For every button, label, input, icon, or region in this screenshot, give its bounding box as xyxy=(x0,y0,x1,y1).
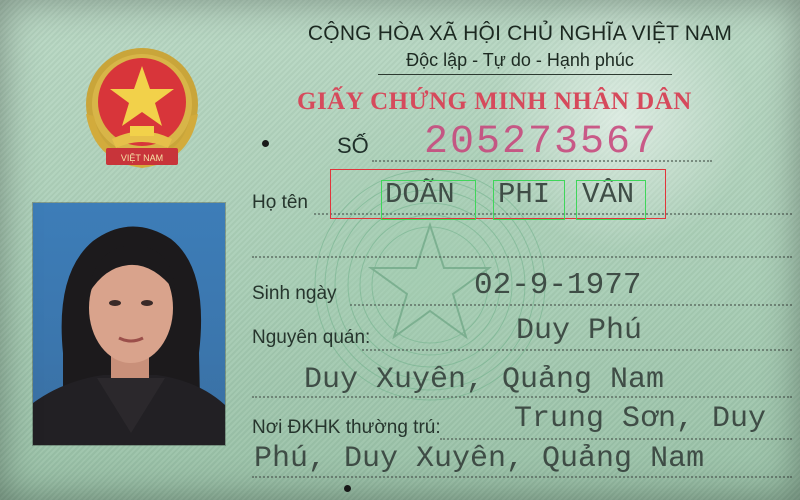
dob-value: 02-9-1977 xyxy=(474,268,642,303)
name-word-2: PHI xyxy=(498,178,551,211)
motto-underline xyxy=(378,74,672,75)
origin-label: Nguyên quán: xyxy=(252,327,371,348)
word-annotation-box xyxy=(381,180,476,220)
name-word-3: VÂN xyxy=(582,178,635,211)
word-annotation-box xyxy=(493,180,565,220)
residence-line-2: Phú, Duy Xuyên, Quảng Nam xyxy=(254,442,705,476)
name-word-1: DOÃN xyxy=(385,178,455,211)
origin-line-2: Duy Xuyên, Quảng Nam xyxy=(304,363,665,397)
card-title: GIẤY CHỨNG MINH NHÂN DÂN xyxy=(297,88,692,115)
blank-dotted-line xyxy=(252,256,792,258)
number-dotted-line xyxy=(372,160,712,162)
residence-dotted-line xyxy=(440,438,792,440)
motto: Độc lập - Tự do - Hạnh phúc xyxy=(406,50,634,70)
republic-heading: CỘNG HÒA XÃ HỘI CHỦ NGHĨA VIỆT NAM xyxy=(307,22,733,45)
portrait-icon xyxy=(33,203,225,445)
name-label: Họ tên xyxy=(252,192,308,213)
origin-line-1: Duy Phú xyxy=(516,314,643,348)
punch-hole xyxy=(262,140,269,147)
emblem-text: VIỆT NAM xyxy=(120,153,164,163)
origin-dotted-line xyxy=(362,349,792,351)
id-number: 205273567 xyxy=(424,120,659,165)
origin-line2-dotted xyxy=(252,396,792,398)
portrait-photo xyxy=(33,203,225,445)
residence-line-1: Trung Sơn, Duy xyxy=(514,402,767,436)
punch-hole xyxy=(344,485,351,492)
residence-line2-dotted xyxy=(252,476,792,478)
dob-label: Sinh ngày xyxy=(252,283,337,304)
word-annotation-box xyxy=(576,180,646,220)
national-emblem-icon xyxy=(72,44,212,179)
residence-label: Nơi ĐKHK thường trú: xyxy=(252,417,441,438)
number-label: SỐ xyxy=(337,133,369,158)
dob-dotted-line xyxy=(350,304,792,306)
